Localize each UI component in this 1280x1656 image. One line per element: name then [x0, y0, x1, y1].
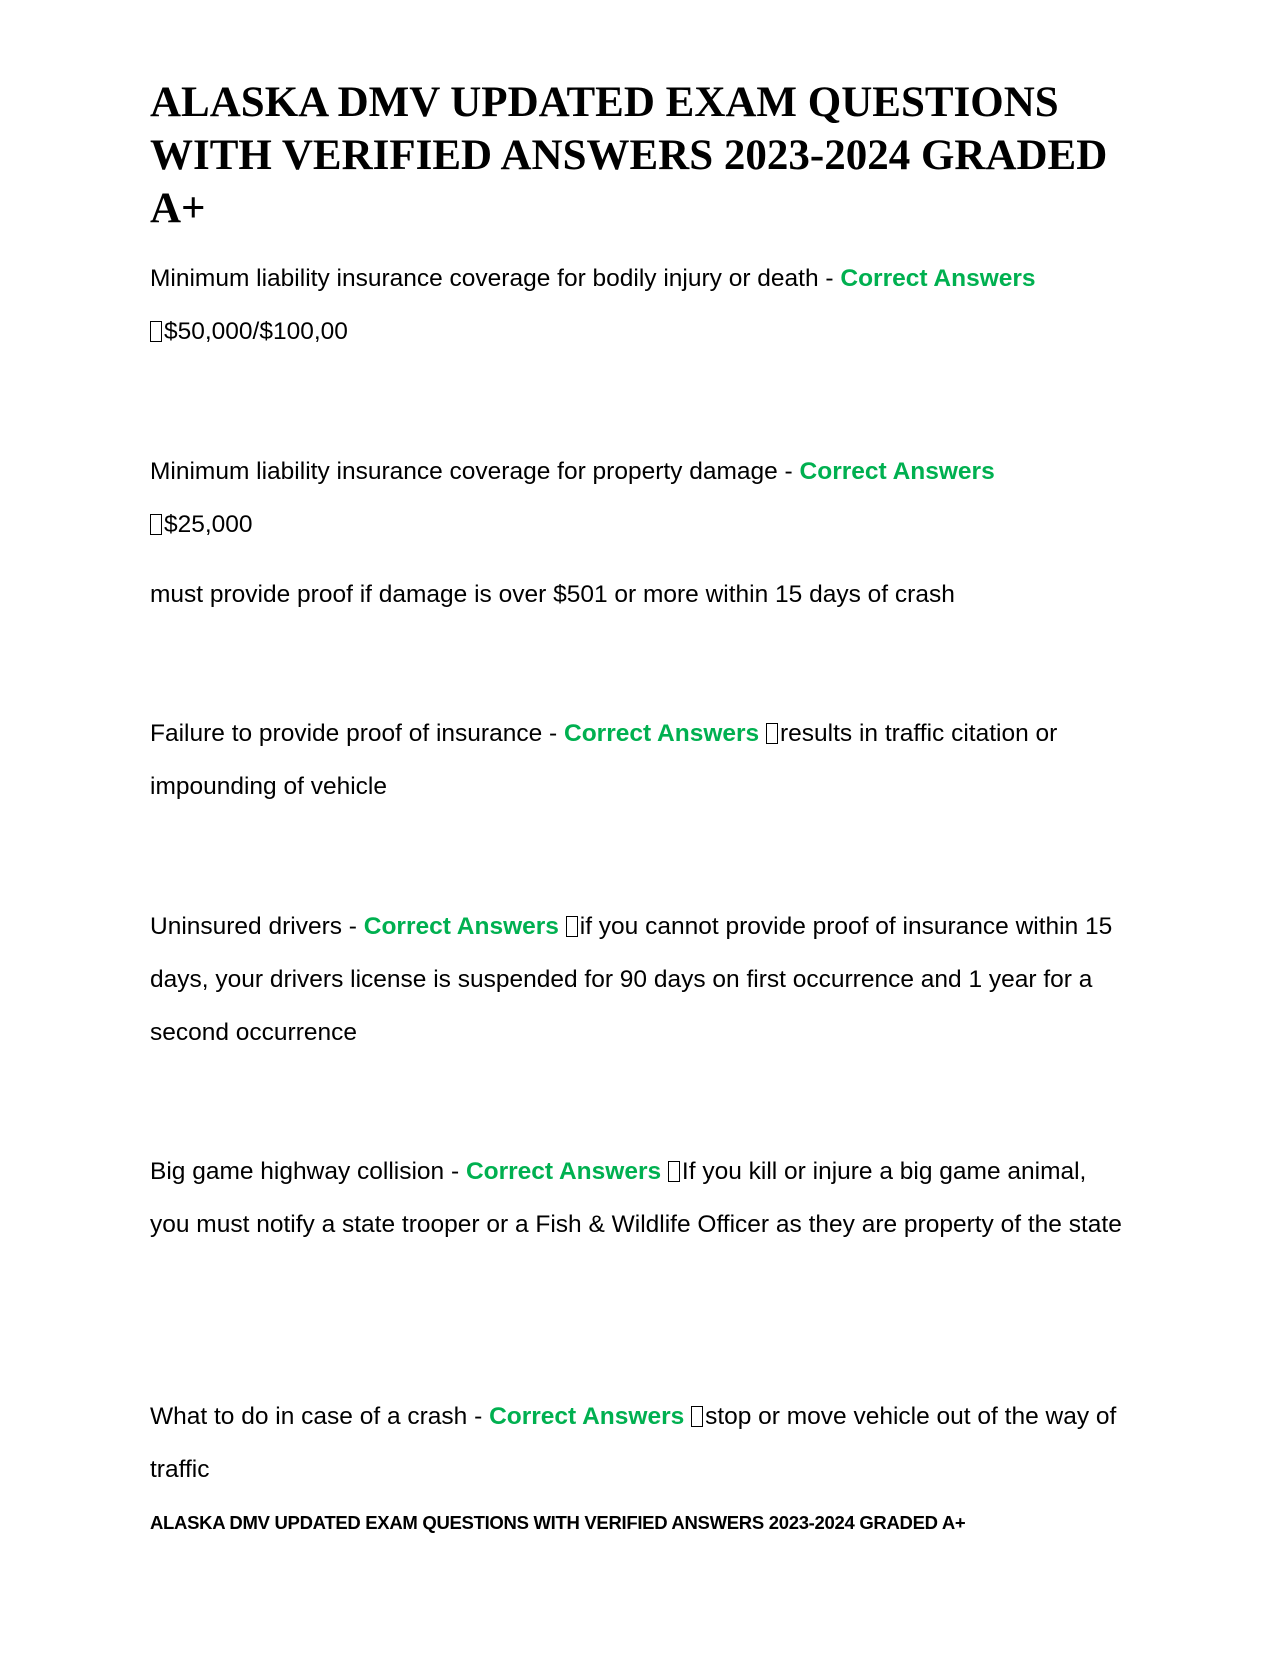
missing-glyph-icon — [691, 1406, 703, 1427]
correct-answers-label: Correct Answers — [465, 1158, 662, 1185]
missing-glyph-icon — [150, 321, 162, 342]
page-footer: ALASKA DMV UPDATED EXAM QUESTIONS WITH VERIFIED ANSWERS 2023-2024 GRADED A+ — [150, 1512, 966, 1533]
qa-item — [150, 707, 1130, 813]
correct-answers-label: Correct Answers — [489, 1403, 685, 1430]
question-text: Failure to provide proof of insurance - — [150, 720, 564, 747]
missing-glyph-icon — [766, 723, 778, 744]
answer-text: results in traffic citation or impounding of vehicle — [150, 720, 1058, 800]
answer-text: $50,000/$100,00 — [164, 318, 348, 345]
correct-answers-label: Correct Answers — [564, 720, 760, 747]
qa-item — [150, 1145, 1130, 1251]
missing-glyph-icon — [566, 916, 578, 937]
correct-answers-label: Correct Answers — [363, 913, 559, 940]
answer-text: if you cannot provide proof of insurance within 15 days, your drivers license is suspended for 90 days on first occurrence and 1 year for a second occurrence — [150, 913, 1113, 1046]
question-text: Uninsured drivers - — [150, 913, 364, 940]
question-text: What to do in case of a crash - — [150, 1403, 490, 1430]
qa-item — [150, 252, 1130, 358]
answer-text: $25,000 — [164, 511, 253, 538]
answer-text: stop or move vehicle out of the way of traffic — [150, 1403, 1117, 1483]
answer-text: If you kill or injure a big game animal, you must notify a state trooper or a Fish & Wildlife Officer as they are property of the state — [150, 1158, 1122, 1238]
qa-item — [150, 1390, 1130, 1496]
question-text: Minimum liability insurance coverage for bodily injury or death - — [150, 265, 841, 292]
qa-item — [150, 900, 1130, 1059]
missing-glyph-icon — [150, 514, 162, 535]
document-title: ALASKA DMV UPDATED EXAM QUESTIONS WITH VERIFIED ANSWERS 2023-2024 GRADED A+ — [150, 79, 1108, 232]
correct-answers-label: Correct Answers — [799, 458, 995, 485]
correct-answers-label: Correct Answers — [840, 265, 1036, 292]
question-text: Big game highway collision - — [150, 1158, 466, 1185]
qa-item — [150, 445, 1130, 551]
missing-glyph-icon — [668, 1161, 680, 1182]
question-text: Minimum liability insurance coverage for property damage - — [150, 458, 800, 485]
note-text: must provide proof if damage is over $501 or more within 15 days of crash — [150, 581, 955, 608]
